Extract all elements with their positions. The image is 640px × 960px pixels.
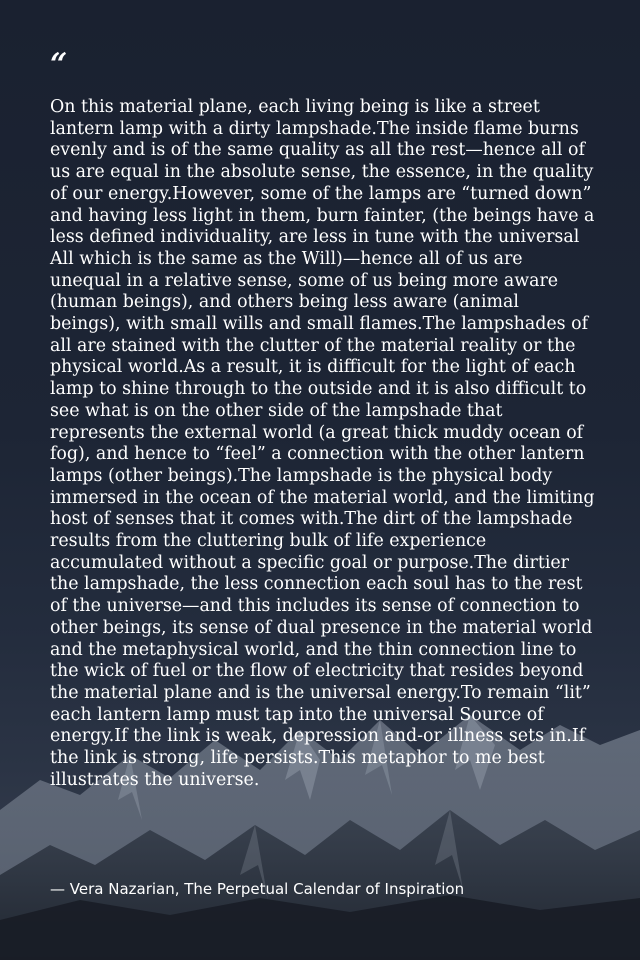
quotation-mark-icon: “ — [50, 47, 68, 82]
quote-attribution: — Vera Nazarian, The Perpetual Calendar of Inspiration — [50, 880, 465, 898]
quote-text: On this material plane, each living being is like a street lantern lamp with a dirty lampshade.The inside flame burns evenly and is of the same quality as all the rest—hence all of us are equal in the absolute sense, the essence, in the quality of our energy.However, some of the lamps are “turned down” and having less light in them, burn fainter, (the beings have a less defined individuality, are less in tune with the universal All which is the same as the Will)—hence all of us are unequal in a relative sense, some of us being more aware (human beings), and others being less aware (animal beings), with small wills and small flames.The lampshades of all are stained with the clutter of the material reality or the physical world.As a result, it is difficult for the light of each lamp to shine through to the outside and it is also difficult to see what is on the other side of the lampshade that represents the external world (a great thick muddy ocean of fog), and hence to “feel” a connection with the other lantern lamps (other beings).The lampshade is the physical body immersed in the ocean of the material world, and the limiting host of senses that it comes with.The dirt of the lampshade results from the cluttering bulk of life experience accumulated without a specific goal or purpose.The dirtier the lampshade, the less connection each soul has to the rest of the universe—and this includes its sense of connection to other beings, its sense of dual presence in the material world and the metaphysical world, and the thin connection line to the wick of fuel or the flow of electricity that resides beyond the material plane and is the universal energy.To remain “lit” each lantern lamp must tap into the universal Source of energy.If the link is weak, depression and-or illness sets in.If the link is strong, life persists.This metaphor to me best illustrates the universe. — [50, 97, 595, 790]
